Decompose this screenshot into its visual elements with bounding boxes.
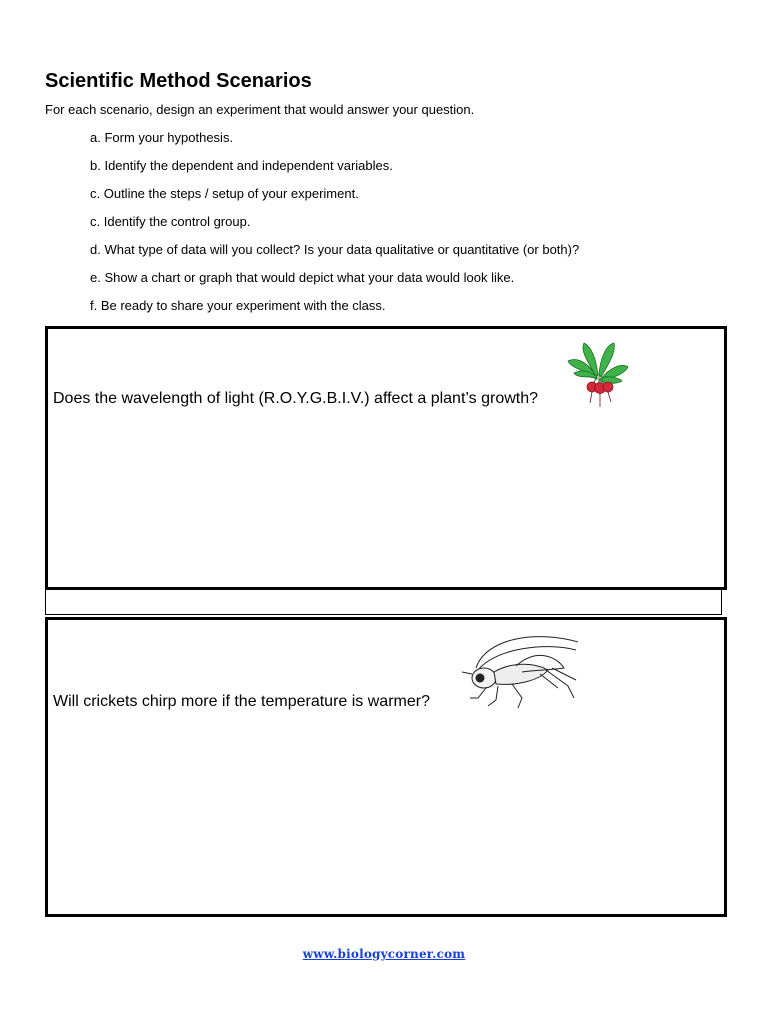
instruction-item: a. Form your hypothesis. bbox=[90, 130, 234, 145]
instruction-item: b. Identify the dependent and independent variables. bbox=[90, 158, 393, 173]
page-title: Scientific Method Scenarios bbox=[45, 70, 312, 92]
intro-text: For each scenario, design an experiment that would answer your question. bbox=[45, 102, 475, 117]
instruction-list bbox=[90, 130, 579, 326]
instruction-item: c. Identify the control group. bbox=[90, 214, 251, 229]
divider-row bbox=[45, 587, 722, 615]
scenario-box-cricket bbox=[45, 617, 727, 917]
instruction-item: f. Be ready to share your experiment with the class. bbox=[90, 298, 386, 313]
cricket-icon bbox=[456, 628, 586, 712]
radish-plant-icon bbox=[566, 339, 630, 411]
scenario-question: Does the wavelength of light (R.O.Y.G.B.I.V.) affect a plant’s growth? bbox=[53, 390, 539, 407]
instruction-item: d. What type of data will you collect? Is your data qualitative or quantitative (or both)? bbox=[90, 242, 580, 257]
scenario-question: Will crickets chirp more if the temperature is warmer? bbox=[53, 693, 430, 710]
instruction-item: e. Show a chart or graph that would depict what your data would look like. bbox=[90, 270, 515, 285]
instruction-item: c. Outline the steps / setup of your experiment. bbox=[90, 186, 359, 201]
footer-website-link[interactable]: www.biologycorner.com bbox=[302, 947, 466, 961]
scenario-box-plant bbox=[45, 326, 727, 590]
